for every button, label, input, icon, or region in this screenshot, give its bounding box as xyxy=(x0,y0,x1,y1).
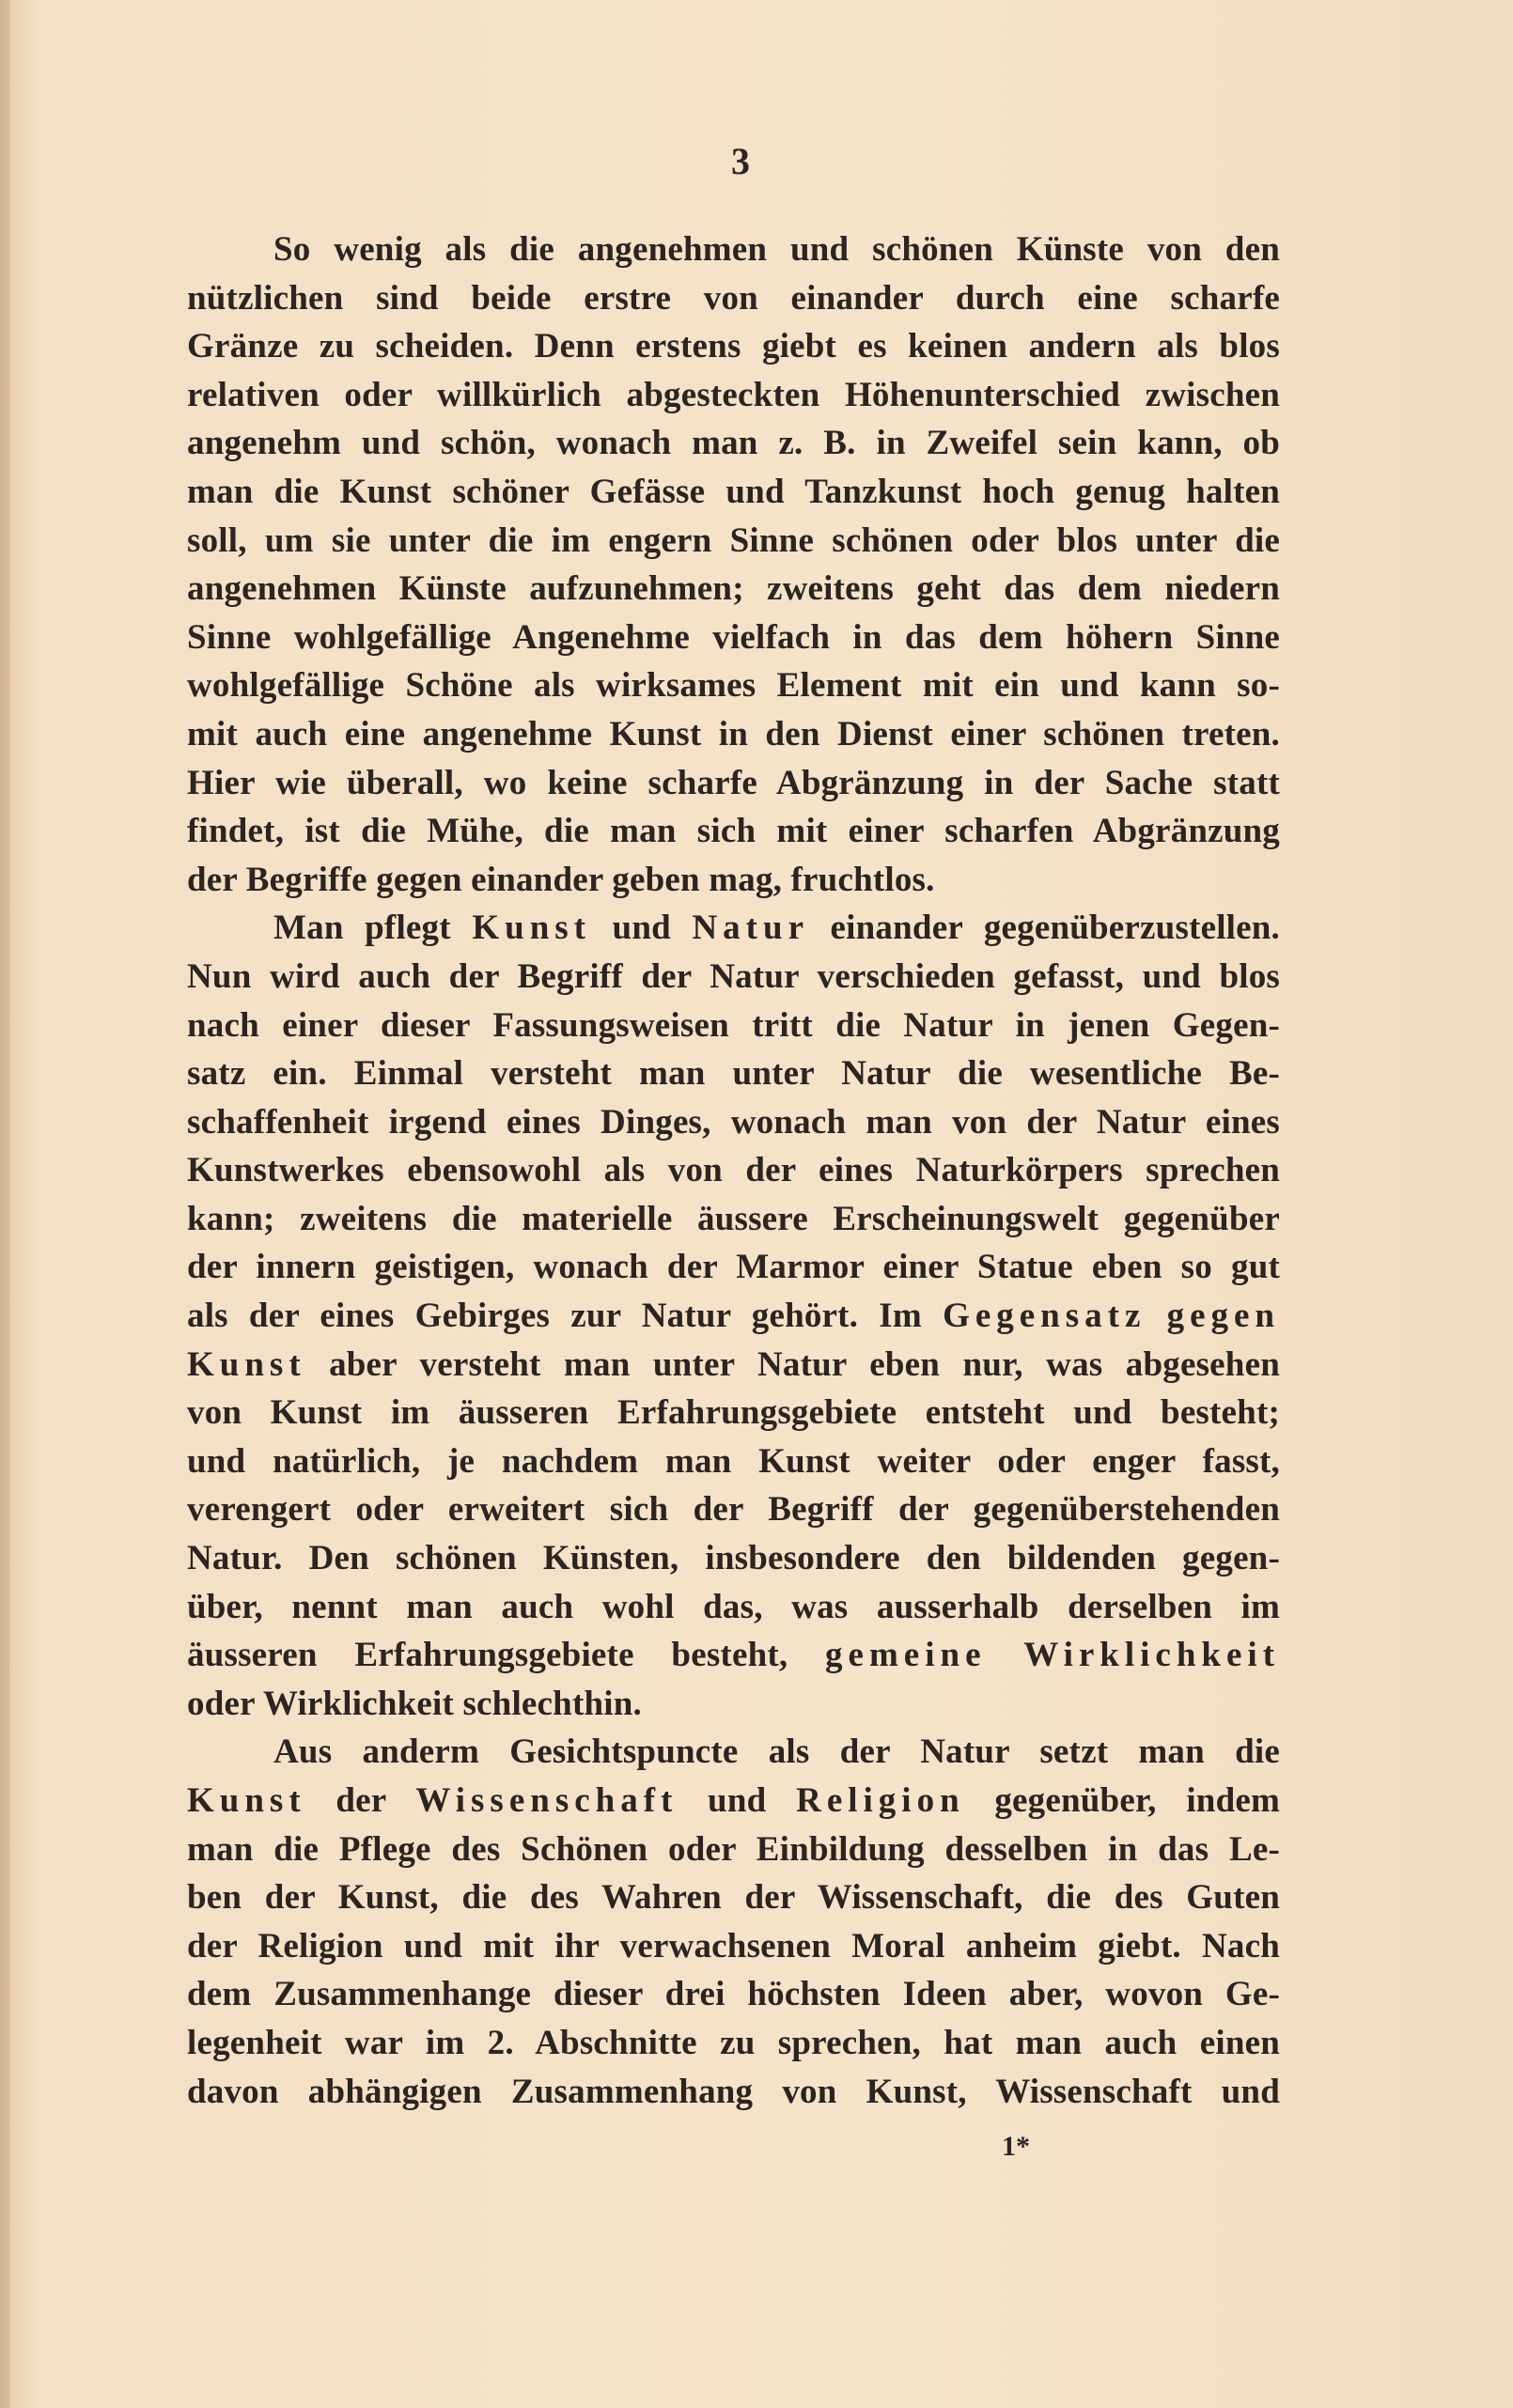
text-segment: über, nennt man auch wohl das, was ausserhalb derselben im xyxy=(187,1587,1280,1626)
text-line xyxy=(187,1873,1280,1922)
emphasized-word: Natur xyxy=(692,909,809,948)
text-line xyxy=(187,2019,1280,2068)
text-segment: der Religion und mit ihr verwachsenen Moral anheim giebt. Nach xyxy=(187,1926,1280,1965)
text-segment: nach einer dieser Fassungsweisen tritt die Natur in jenen Gegen- xyxy=(187,1005,1280,1045)
text-segment: davon abhängigen Zusammenhang von Kunst, Wissenschaft und xyxy=(187,2072,1280,2111)
signature-mark: 1* xyxy=(1002,2131,1030,2162)
text-segment: kann; zweitens die materielle äussere Erscheinungswelt gegenüber xyxy=(187,1199,1280,1238)
text-line xyxy=(187,1146,1280,1195)
text-segment xyxy=(1146,1297,1166,1335)
text-segment: So wenig als die angenehmen und schönen Künste von den xyxy=(273,230,1280,269)
text-line xyxy=(187,1485,1280,1534)
text-line xyxy=(187,517,1280,566)
emphasized-word: Kunst xyxy=(472,909,591,948)
text-segment: verengert oder erweitert sich der Begriff der gegenüberstehenden xyxy=(187,1490,1280,1530)
text-segment: Hier wie überall, wo keine scharfe Abgränzung in der Sache statt xyxy=(187,763,1280,802)
text-line xyxy=(187,274,1280,323)
text-segment: von Kunst im äusseren Erfahrungsgebiete entsteht und besteht; xyxy=(187,1393,1280,1433)
text-segment: und xyxy=(678,1781,797,1820)
text-segment: Sinne wohlgefällige Angenehme vielfach in das dem höhern Sinne xyxy=(187,617,1280,657)
text-line xyxy=(187,1389,1280,1437)
text-line xyxy=(187,1728,1280,1777)
text-line xyxy=(187,807,1280,856)
emphasized-word: Gegensatz xyxy=(943,1297,1146,1336)
text-line xyxy=(187,1970,1280,2019)
text-line xyxy=(187,1631,1280,1680)
text-line xyxy=(187,468,1280,517)
text-line xyxy=(187,953,1280,1002)
text-segment: der innern geistigen, wonach der Marmor einer Statue eben so gut xyxy=(187,1248,1280,1287)
text-segment: wohlgefällige Schöne als wirksames Element mit ein und kann so- xyxy=(187,666,1280,706)
text-line xyxy=(187,1922,1280,1971)
text-segment: soll, um sie unter die im engern Sinne schönen oder blos unter die xyxy=(187,520,1280,560)
text-segment: angenehmen Künste aufzunehmen; zweitens geht das dem niedern xyxy=(187,569,1280,609)
text-line xyxy=(187,1437,1280,1486)
text-line xyxy=(187,2068,1280,2117)
text-line xyxy=(187,1243,1280,1292)
emphasized-word: Kunst xyxy=(187,1344,306,1384)
text-segment: und xyxy=(591,909,693,948)
text-line xyxy=(187,322,1280,371)
text-segment: äusseren Erfahrungsgebiete besteht, xyxy=(187,1636,826,1675)
text-line xyxy=(187,225,1280,274)
text-segment: der Begriffe gegen einander geben mag, fruchtlos. xyxy=(187,860,935,899)
text-line xyxy=(187,1002,1280,1050)
text-line xyxy=(187,371,1280,420)
text-line xyxy=(187,759,1280,808)
text-segment: Man pflegt xyxy=(273,909,473,948)
text-segment: dem Zusammenhange dieser drei höchsten Ideen aber, wovon Ge- xyxy=(187,1975,1280,2014)
page-number: 3 xyxy=(731,140,750,182)
body-text xyxy=(187,225,1280,2116)
text-segment: legenheit war im 2. Abschnitte zu sprechen, hat man auch einen xyxy=(187,2023,1280,2062)
emphasized-word: gegen xyxy=(1166,1297,1281,1336)
text-line xyxy=(187,1534,1280,1583)
text-segment xyxy=(987,1636,1024,1674)
text-segment: Natur. Den schönen Künsten, insbesondere den bildenden gegen- xyxy=(187,1539,1280,1578)
text-segment: Aus anderm Gesichtspuncte als der Natur setzt man die xyxy=(273,1732,1280,1772)
text-segment: Kunstwerkes ebensowohl als von der eines Naturkörpers sprechen xyxy=(187,1151,1280,1190)
text-segment: aber versteht man unter Natur eben nur, was abgesehen xyxy=(305,1344,1280,1384)
text-line xyxy=(187,614,1280,662)
text-segment: schaffenheit irgend eines Dinges, wonach man von der Natur eines xyxy=(187,1102,1280,1142)
text-segment: Gränze zu scheiden. Denn erstens giebt es keinen andern als blos xyxy=(187,327,1280,366)
emphasized-word: gemeine xyxy=(825,1636,987,1675)
text-segment: einander gegenüberzustellen. xyxy=(809,909,1280,948)
text-line xyxy=(187,856,1280,905)
text-segment: ben der Kunst, die des Wahren der Wissenschaft, die des Guten xyxy=(187,1878,1280,1918)
text-line xyxy=(187,1049,1280,1098)
text-line xyxy=(187,1292,1280,1341)
text-line xyxy=(187,710,1280,759)
text-line xyxy=(187,1680,1280,1729)
text-segment: man die Kunst schöner Gefässe und Tanzkunst hoch genug halten xyxy=(187,472,1280,511)
text-line xyxy=(187,565,1280,614)
text-segment: satz ein. Einmal versteht man unter Natur die wesentliche Be- xyxy=(187,1054,1280,1094)
text-line xyxy=(187,1341,1280,1390)
text-line xyxy=(187,1195,1280,1244)
text-segment: gegenüber, indem xyxy=(964,1781,1281,1820)
text-segment: relativen oder willkürlich abgesteckten Höhenunterschied zwischen xyxy=(187,375,1280,414)
emphasized-word: Wissenschaft xyxy=(415,1781,679,1820)
text-line xyxy=(187,419,1280,468)
page-edge-shadow xyxy=(0,0,9,2408)
text-line xyxy=(187,904,1280,953)
text-line xyxy=(187,1583,1280,1632)
text-line xyxy=(187,1777,1280,1825)
emphasized-word: Wirklichkeit xyxy=(1023,1636,1281,1675)
emphasized-word: Religion xyxy=(796,1781,965,1820)
text-segment: nützlichen sind beide erstre von einander durch eine scharfe xyxy=(187,278,1280,318)
text-segment: der xyxy=(305,1781,416,1820)
text-line xyxy=(187,1825,1280,1874)
text-line xyxy=(187,661,1280,710)
emphasized-word: Kunst xyxy=(187,1781,306,1820)
text-line xyxy=(187,1098,1280,1147)
text-segment: als der eines Gebirges zur Natur gehört. Im xyxy=(187,1297,944,1336)
text-segment: angenehm und schön, wonach man z. B. in Zweifel sein kann, ob xyxy=(187,424,1280,463)
text-segment: Nun wird auch der Begriff der Natur verschieden gefasst, und blos xyxy=(187,956,1280,996)
text-segment: mit auch eine angenehme Kunst in den Dienst einer schönen treten. xyxy=(187,714,1280,753)
text-segment: findet, ist die Mühe, die man sich mit einer scharfen Abgränzung xyxy=(187,812,1280,851)
text-segment: oder Wirklichkeit schlechthin. xyxy=(187,1684,642,1723)
text-segment: und natürlich, je nachdem man Kunst weiter oder enger fasst, xyxy=(187,1441,1280,1481)
text-segment: man die Pflege des Schönen oder Einbildung desselben in das Le- xyxy=(187,1829,1280,1869)
